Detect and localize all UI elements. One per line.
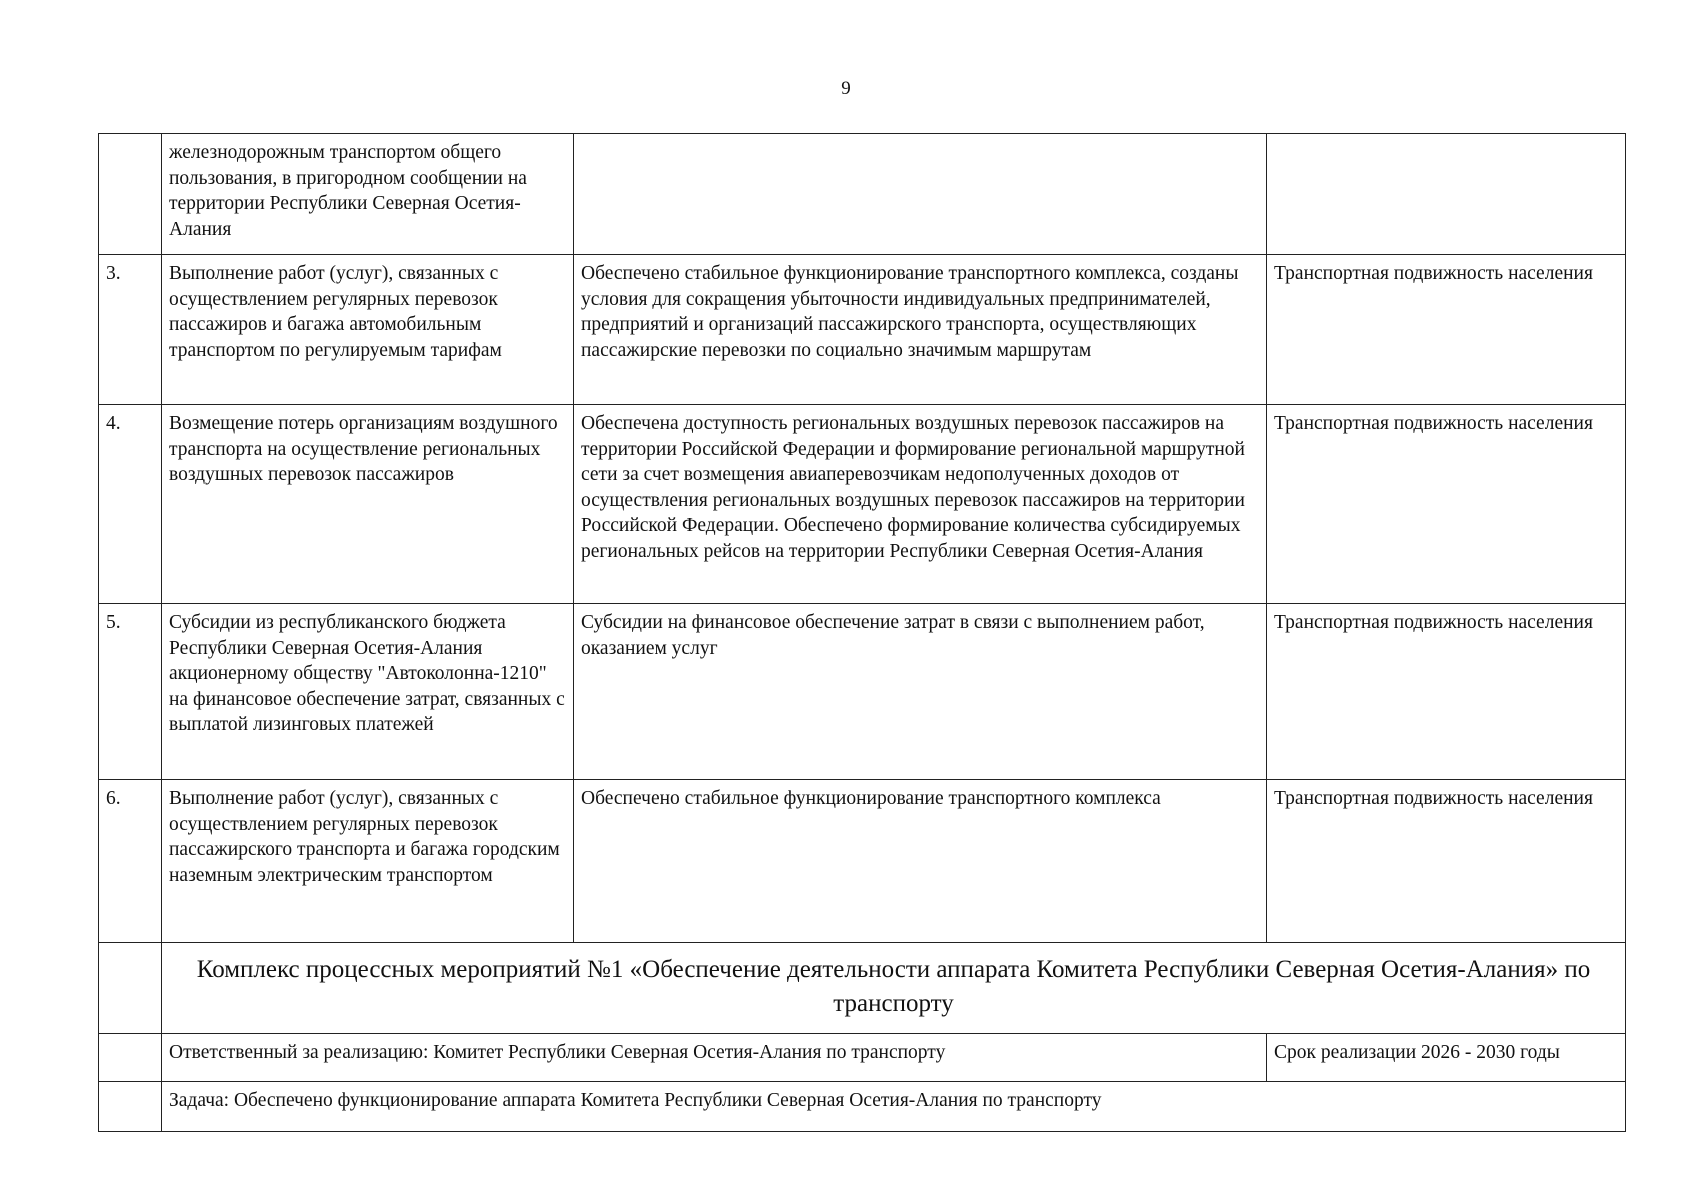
- table-row: [99, 134, 1626, 255]
- measure-indicator: Транспортная подвижность населения: [1267, 405, 1626, 604]
- table-row: [99, 255, 1626, 405]
- responsible-text: Ответственный за реализацию: Комитет Республики Северная Осетия-Алания по транспорту: [162, 1034, 1267, 1082]
- measure-result: [574, 134, 1267, 255]
- table-row: [99, 405, 1626, 604]
- measure-name: Возмещение потерь организациям воздушного транспорта на осуществление региональных воздушных перевозок пассажиров: [162, 405, 574, 604]
- page-number: 9: [841, 78, 851, 99]
- responsible-row: [99, 1034, 1626, 1082]
- task-text: Задача: Обеспечено функционирование аппарата Комитета Республики Северная Осетия-Алания по транспорту: [162, 1082, 1626, 1132]
- measure-indicator: [1267, 134, 1626, 255]
- row-number: 5.: [99, 604, 162, 780]
- measure-indicator: Транспортная подвижность населения: [1267, 780, 1626, 943]
- measure-result: Обеспечена доступность региональных воздушных перевозок пассажиров на территории Российской Федерации и формирование региональной маршрутной сети за счет возмещения авиаперевозчикам недополученных доходов от осуществления региональных воздушных перевозок пассажиров на территории Российской Федерации. Обеспечено формирование количества субсидируемых региональных рейсов на территории Республики Северная Осетия-Алания: [574, 405, 1267, 604]
- measure-indicator: Транспортная подвижность населения: [1267, 604, 1626, 780]
- section-title: Комплекс процессных мероприятий №1 «Обеспечение деятельности аппарата Комитета Республики Северная Осетия-Алания» по транспорту: [162, 943, 1626, 1034]
- table-row: [99, 604, 1626, 780]
- measure-result: Субсидии на финансовое обеспечение затрат в связи с выполнением работ, оказанием услуг: [574, 604, 1267, 780]
- measure-result: Обеспечено стабильное функционирование транспортного комплекса: [574, 780, 1267, 943]
- term-text: Срок реализации 2026 - 2030 годы: [1267, 1034, 1626, 1082]
- measure-name: железнодорожным транспортом общего пользования, в пригородном сообщении на территории Республики Северная Осетия-Алания: [162, 134, 574, 255]
- row-number: 3.: [99, 255, 162, 405]
- row-number: [99, 134, 162, 255]
- measure-name: Субсидии из республиканского бюджета Республики Северная Осетия-Алания акционерному обществу "Автоколонна-1210" на финансовое обеспечение затрат, связанных с выплатой лизинговых платежей: [162, 604, 574, 780]
- empty-cell: [99, 1034, 162, 1082]
- row-number: 6.: [99, 780, 162, 943]
- section-header-row: [99, 943, 1626, 1034]
- task-row: [99, 1082, 1626, 1132]
- measure-name: Выполнение работ (услуг), связанных с осуществлением регулярных перевозок пассажирского транспорта и багажа городским наземным электрическим транспортом: [162, 780, 574, 943]
- measure-result: Обеспечено стабильное функционирование транспортного комплекса, созданы условия для сокращения убыточности индивидуальных предпринимателей, предприятий и организаций пассажирского транспорта, осуществляющих пассажирские перевозки по социально значимым маршрутам: [574, 255, 1267, 405]
- empty-cell: [99, 1082, 162, 1132]
- table-row: [99, 780, 1626, 943]
- empty-cell: [99, 943, 162, 1034]
- measures-table: [98, 133, 1626, 1132]
- measure-name: Выполнение работ (услуг), связанных с осуществлением регулярных перевозок пассажиров и багажа автомобильным транспортом по регулируемым тарифам: [162, 255, 574, 405]
- measure-indicator: Транспортная подвижность населения: [1267, 255, 1626, 405]
- row-number: 4.: [99, 405, 162, 604]
